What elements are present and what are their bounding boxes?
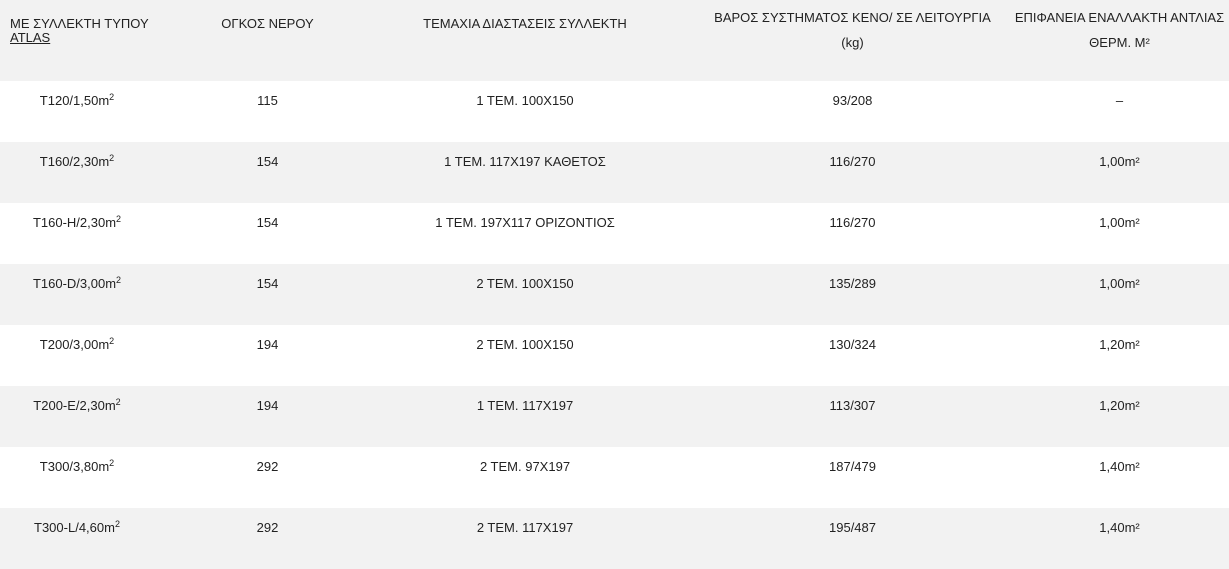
- table-header-row: [0, 0, 1229, 81]
- cell-volume: 115: [257, 93, 278, 108]
- cell-volume: 194: [256, 337, 279, 352]
- cell-model: [0, 81, 180, 142]
- table-body: [0, 81, 1229, 569]
- cell-model: [0, 386, 180, 447]
- cell-exchanger: 1,20m²: [1099, 337, 1140, 352]
- model-text: T300/3,80m: [39, 459, 110, 474]
- header-model: [0, 0, 180, 81]
- cell-collector: 1 ΤΕΜ. 117Χ197 ΚΑΘΕΤΟΣ: [444, 154, 606, 169]
- table-row: [0, 264, 1229, 325]
- model-text: T300-L/4,60m: [34, 520, 115, 535]
- header-volume: ΟΓΚΟΣ ΝΕΡΟΥ: [221, 16, 314, 31]
- header-weight-line2: (kg): [841, 35, 864, 50]
- cell-collector: 2 ΤΕΜ. 117Χ197: [476, 520, 574, 535]
- cell-weight: 195/487: [829, 520, 876, 535]
- header-model-prefix: ΜΕ ΣΥΛΛΕΚΤΗ ΤΥΠΟΥ: [10, 16, 149, 31]
- cell-exchanger: 1,00m²: [1099, 276, 1140, 291]
- model-text: T120/1,50m: [39, 93, 110, 108]
- cell-weight: 187/479: [829, 459, 876, 474]
- header-exchanger-line2: ΘΕΡΜ. Μ²: [1089, 35, 1150, 50]
- cell-weight: 116/270: [829, 215, 876, 230]
- model-text: T200/3,00m: [39, 337, 110, 352]
- model-text: T160-D/3,00m: [32, 276, 117, 291]
- header-exchanger-line1: ΕΠΙΦΑΝΕΙΑ ΕΝΑΛΛΑΚΤΗ ΑΝΤΛΙΑΣ: [1014, 10, 1225, 25]
- model-text: T160/2,30m: [39, 154, 110, 169]
- table-row: [0, 142, 1229, 203]
- table-row: [0, 508, 1229, 569]
- cell-collector: 1 ΤΕΜ. 117Χ197: [476, 398, 574, 413]
- cell-collector: 2 ΤΕΜ. 100Χ150: [476, 337, 574, 352]
- atlas-link[interactable]: ATLAS: [10, 30, 51, 45]
- model-sup: 2: [109, 92, 115, 102]
- table-row: [0, 203, 1229, 264]
- model-sup: 2: [109, 458, 115, 468]
- cell-model: [0, 508, 180, 569]
- model-text: T200-E/2,30m: [33, 398, 116, 413]
- model-sup: 2: [116, 275, 122, 285]
- cell-model: [0, 325, 180, 386]
- cell-model: [0, 447, 180, 508]
- cell-volume: 154: [256, 215, 279, 230]
- header-weight: [695, 0, 1010, 81]
- cell-collector: 1 ΤΕΜ. 100Χ150: [476, 93, 574, 108]
- cell-model: [0, 203, 180, 264]
- table-row: [0, 81, 1229, 142]
- cell-model: [0, 142, 180, 203]
- cell-volume: 194: [256, 398, 279, 413]
- cell-exchanger: –: [1115, 93, 1124, 108]
- cell-weight: 93/208: [832, 93, 873, 108]
- cell-exchanger: 1,20m²: [1099, 398, 1140, 413]
- model-sup: 2: [114, 519, 120, 529]
- model-sup: 2: [116, 214, 122, 224]
- cell-exchanger: 1,00m²: [1099, 154, 1140, 169]
- model-sup: 2: [115, 397, 121, 407]
- model-sup: 2: [109, 336, 115, 346]
- cell-collector: 2 ΤΕΜ. 97Χ197: [479, 459, 571, 474]
- cell-volume: 154: [256, 154, 279, 169]
- table-row: [0, 447, 1229, 508]
- cell-weight: 116/270: [829, 154, 876, 169]
- cell-exchanger: 1,40m²: [1099, 459, 1140, 474]
- cell-model: [0, 264, 180, 325]
- table-row: [0, 386, 1229, 447]
- cell-weight: 130/324: [829, 337, 876, 352]
- cell-volume: 292: [256, 520, 279, 535]
- header-weight-line1: ΒΑΡΟΣ ΣΥΣΤΗΜΑΤΟΣ ΚΕΝΟ/ ΣΕ ΛΕΙΤΟΥΡΓΙΑ: [714, 10, 991, 25]
- cell-volume: 292: [256, 459, 279, 474]
- model-text: T160-H/2,30m: [32, 215, 117, 230]
- cell-weight: 135/289: [829, 276, 876, 291]
- cell-exchanger: 1,40m²: [1099, 520, 1140, 535]
- table-row: [0, 325, 1229, 386]
- header-exchanger: [1010, 0, 1229, 81]
- cell-weight: 113/307: [829, 398, 876, 413]
- cell-collector: 2 ΤΕΜ. 100Χ150: [476, 276, 574, 291]
- cell-exchanger: 1,00m²: [1099, 215, 1140, 230]
- cell-collector: 1 ΤΕΜ. 197Χ117 ΟΡΙΖΟΝΤΙΟΣ: [435, 215, 615, 230]
- model-sup: 2: [109, 153, 115, 163]
- cell-volume: 154: [256, 276, 279, 291]
- header-collector: ΤΕΜΑΧΙΑ ΔΙΑΣΤΑΣΕΙΣ ΣΥΛΛΕΚΤΗ: [423, 16, 627, 31]
